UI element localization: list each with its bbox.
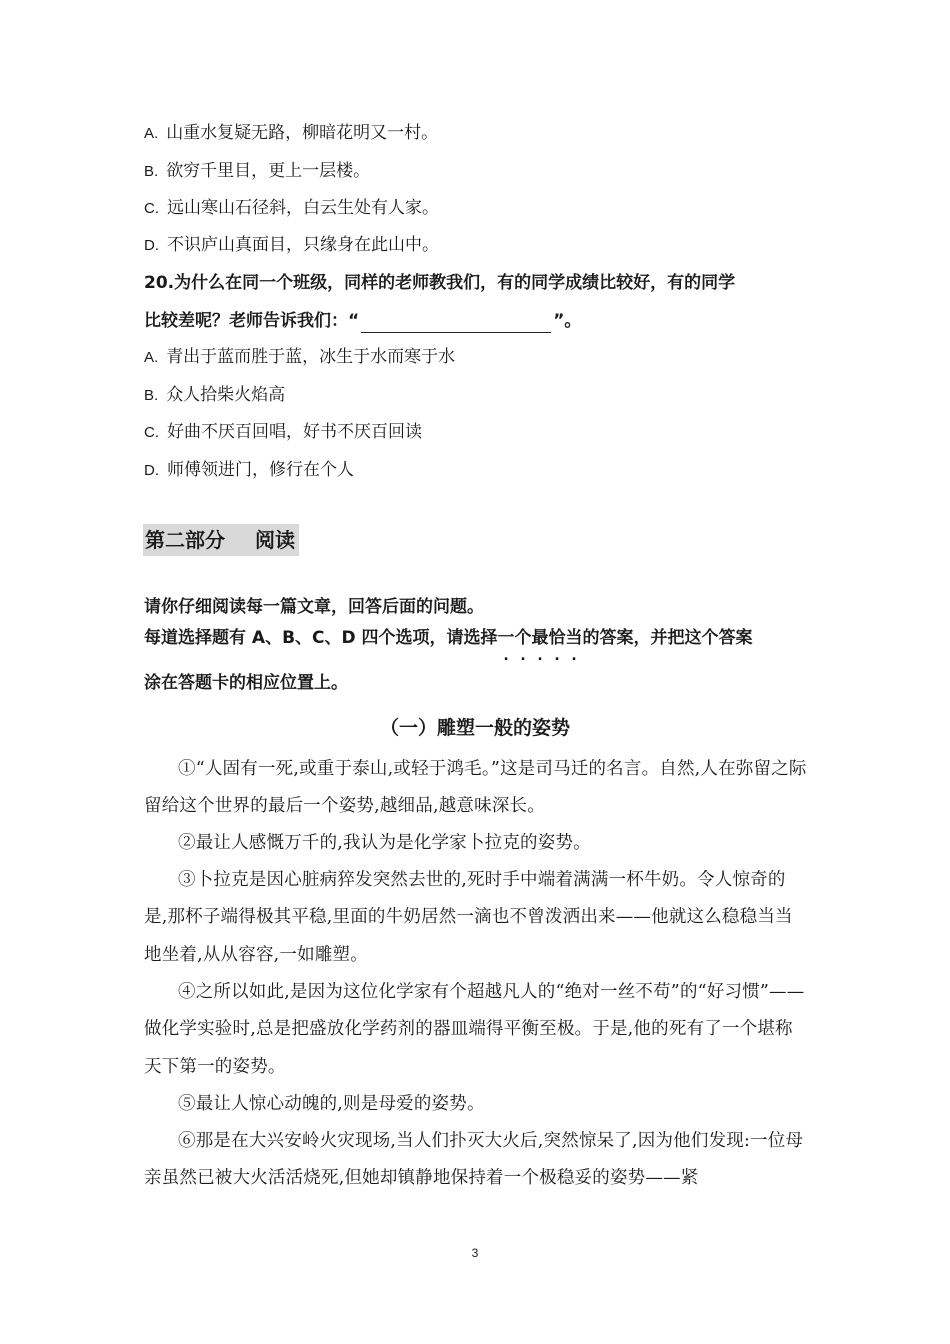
q20-option-d xyxy=(144,458,354,483)
section-part: 第二部分 xyxy=(145,528,225,552)
instruction-line3: 涂在答题卡的相应位置上。 xyxy=(144,673,348,693)
q20-option-a xyxy=(144,345,455,370)
paragraph-5 xyxy=(144,1086,808,1123)
paragraph-6 xyxy=(144,1123,808,1198)
paragraph-text: ④之所以如此,是因为这位化学家有个超越凡人的“绝对一丝不苟”的“好习惯”——做化学实验时,总是把盛放化学药剂的器皿端得平衡至极。于是,他的死有了一个堪称天下第一的姿势。 xyxy=(144,982,805,1077)
emphasis-char: 个 xyxy=(514,628,532,648)
paragraph-1 xyxy=(144,751,808,826)
emphasis-char: 当 xyxy=(565,628,583,648)
paragraph-2 xyxy=(144,825,808,862)
option-letter: A. xyxy=(144,125,159,142)
paragraph-text: ⑤最让人惊心动魄的,则是母爱的姿势。 xyxy=(178,1094,485,1114)
option-letter: D. xyxy=(144,237,159,254)
q20-stem-line2 xyxy=(144,309,581,333)
option-letter: B. xyxy=(144,163,159,180)
q20-stem-after: ”。 xyxy=(553,311,582,331)
paragraph-text: ②最让人感慨万千的,我认为是化学家卜拉克的姿势。 xyxy=(178,833,591,853)
option-letter: C. xyxy=(144,200,159,217)
instruction-before: 每道选择题有 A、B、C、D 四个选项，请选择 xyxy=(144,628,498,648)
option-letter: D. xyxy=(144,462,159,479)
section-name: 阅读 xyxy=(255,528,295,552)
option-text: 众人拾柴火焰高 xyxy=(166,385,286,405)
emphasis-char: 恰 xyxy=(548,628,566,648)
q20-option-b xyxy=(144,383,285,408)
q20-option-c xyxy=(144,420,422,445)
q19-option-c xyxy=(144,196,439,221)
paragraph-text: ⑥那是在大兴安岭火灾现场,当人们扑灭大火后,突然惊呆了,因为他们发现:一位母亲虽然已被大火活活烧死,但她却镇静地保持着一个极稳妥的姿势——紧 xyxy=(144,1131,804,1189)
option-text: 欲穷千里目，更上一层楼。 xyxy=(166,161,371,181)
q19-option-b xyxy=(144,159,370,184)
option-letter: C. xyxy=(144,424,159,441)
emphasis-char: 一 xyxy=(497,628,515,648)
option-text: 师傅领进门，修行在个人 xyxy=(167,460,354,480)
paragraph-4 xyxy=(144,974,808,1086)
q20-stem-before: 比较差呢？老师告诉我们：“ xyxy=(144,311,360,331)
instruction-line2 xyxy=(144,626,753,650)
q19-option-d xyxy=(144,233,439,258)
option-text: 远山寒山石径斜，白云生处有人家。 xyxy=(167,198,439,218)
paragraph-text: ③卜拉克是因心脏病猝发突然去世的,死时手中端着满满一杯牛奶。令人惊奇的是,那杯子端得极其平稳,里面的牛奶居然一滴也不曾泼洒出来——他就这么稳稳当当地坐着,从从容容,一如雕塑。 xyxy=(144,870,793,965)
answer-blank xyxy=(361,314,551,333)
option-letter: B. xyxy=(144,387,159,404)
option-letter: A. xyxy=(144,349,159,366)
paragraph-text: ①“人固有一死,或重于泰山,或轻于鸿毛。”这是司马迁的名言。自然,人在弥留之际留给这个世界的最后一个姿势,越细品,越意味深长。 xyxy=(144,759,807,817)
section-heading xyxy=(143,524,299,556)
instruction-after: 的答案，并把这个答案 xyxy=(582,628,753,648)
q19-option-a xyxy=(144,121,438,146)
q20-stem-line1: 20.为什么在同一个班级，同样的老师教我们，有的同学成绩比较好，有的同学 xyxy=(144,273,736,293)
passage-title: （一）雕塑一般的姿势 xyxy=(379,717,570,739)
option-text: 不识庐山真面目，只缘身在此山中。 xyxy=(167,235,439,255)
emphasis-char: 最 xyxy=(531,628,549,648)
page-number: 3 xyxy=(471,1246,479,1260)
paragraph-3 xyxy=(144,862,808,974)
option-text: 青出于蓝而胜于蓝，冰生于水而寒于水 xyxy=(166,347,456,367)
option-text: 好曲不厌百回唱，好书不厌百回读 xyxy=(167,422,422,442)
instruction-line1: 请你仔细阅读每一篇文章，回答后面的问题。 xyxy=(144,597,484,617)
option-text: 山重水复疑无路，柳暗花明又一村。 xyxy=(166,123,439,143)
